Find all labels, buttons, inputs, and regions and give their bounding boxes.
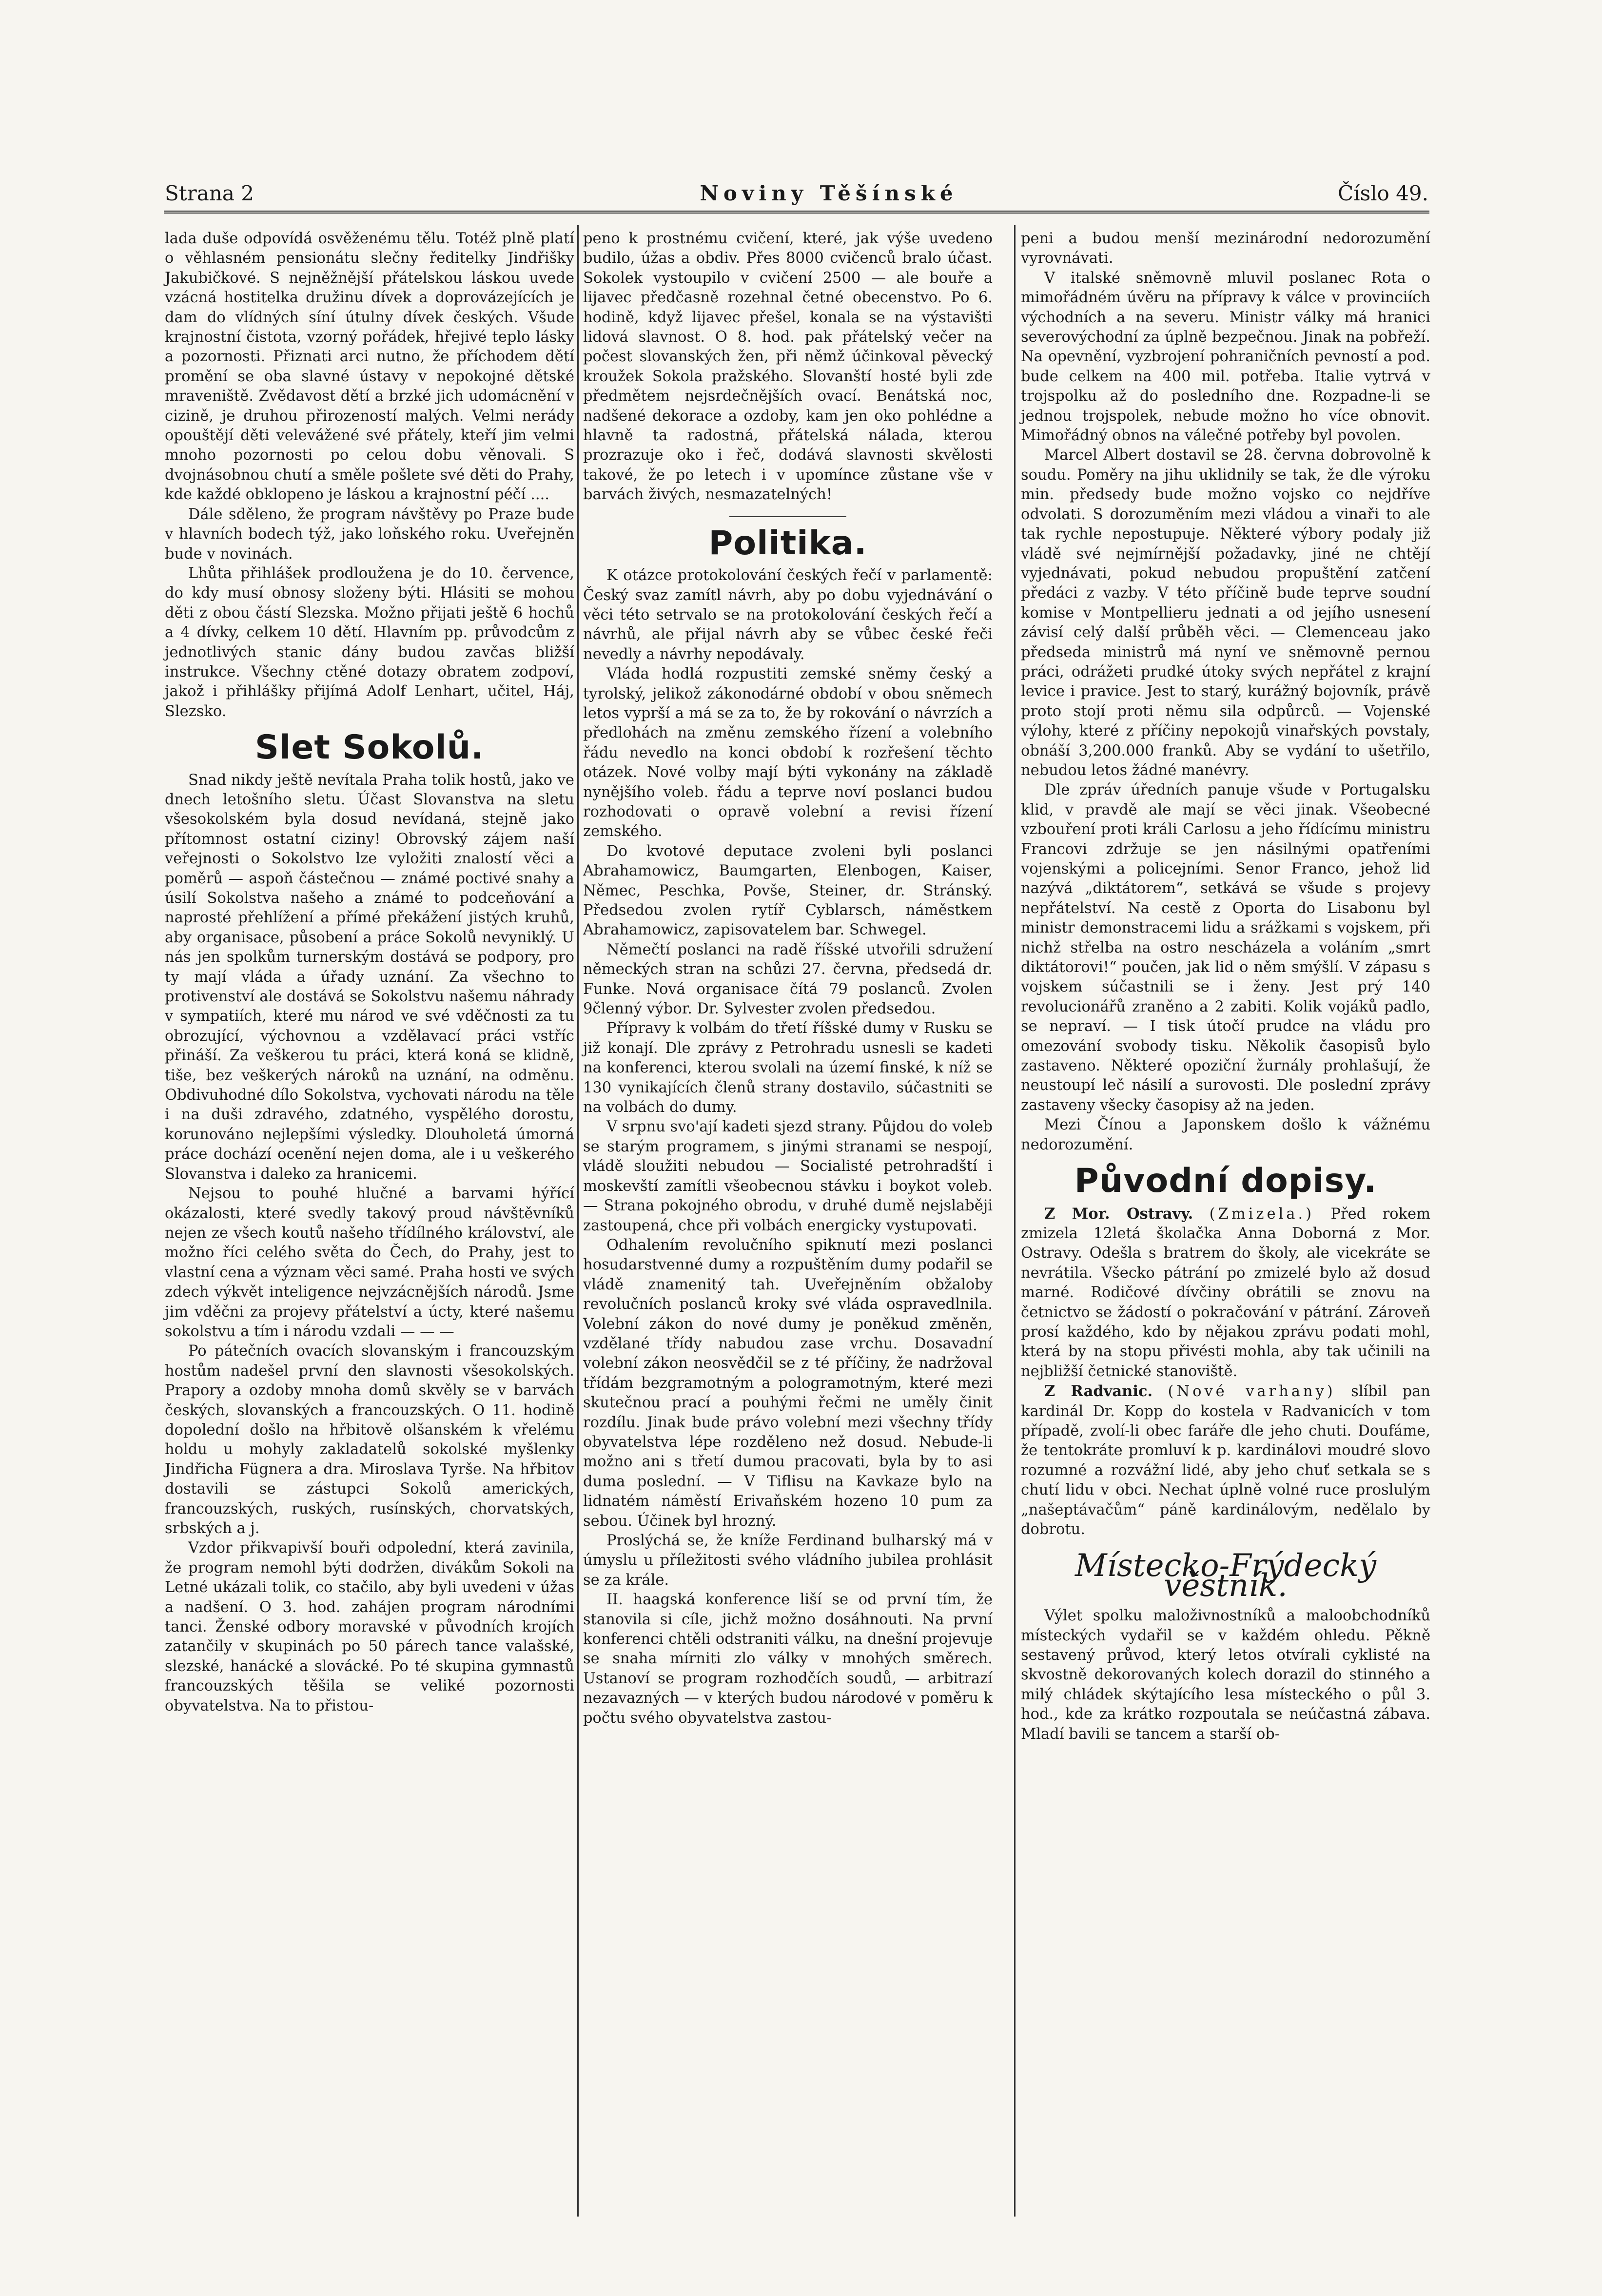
paragraph: [1021, 1204, 1430, 1382]
paragraph: Snad nikdy ještě nevítala Praha tolik hostů, jako ve dnech letošního sletu. Účast Slovanstva na sletu všesokolském byla dosud nevídaná, stejně jako přítomnost ostatní ciziny! Obrovský zájem naší veřejnosti o Sokolstvo lze vyložiti znalostí věci a poměrů — aspoň částečnou — známé poctivé snahy a úsilí Sokolstva našeho a známé to podceňování a naprosté přehlížení a přímé překážení jistých kruhů, aby organisace, působení a práce Sokolů nevyniklý. U nás jen spolkům turnerským dostává se podpory, pro ty mají vláda a úřady uznání. Za všechno to protivenství ale dostává se Sokolstvu našemu náhrady v sympatiích, které mu národ ve své vděčnosti za tu obrozující, výchovnou a vzdělavací práci vstříc přináší. Za veškerou tu práci, která koná se klidně, tiše, bez veškerých nároků na uznání, na odměnu. Obdivuhodné dílo Sokolstva, vychovati národu na těle i na duši zdravého, zdatného, vyspělého dorostu, korunováno nejlepšími výsledky. Dlouholetá úmorná práce dochází ocenění nejen doma, ale i u veškerého Slovanstva i daleko za hranicemi.: [165, 771, 574, 1183]
paragraph: lada duše odpovídá osvěženému tělu. Totéž plně platí o věhlasném pensionátu slečny ředitelky Jindřišky Jakubičkové. S nejněžnější přátelskou láskou uvede vzácná hostitelka družinu dívek a doprovázejících je dam do vlídných síní útulny dívek českých. Všude krajnostní čistota, vzorný pořádek, hřejivé teplo lásky a pozornosti. Přiznati arci nutno, že příchodem dětí promění se oba slavné ústavy v nepokojné dětské mraveniště. Zvědavost dětí a brzké jich udomácnění v cizině, je druhou přirozeností malých. Velmi nerády opouštějí děti velevážené své přátely, kteří jim velmi mnoho pozornosti po celou dobu věnovali. S dvojnásobnou chutí a směle pošlete své děti do Prahy, kde každé obklopeno je láskou a krajnostní péčí ....: [165, 230, 574, 504]
paragraph: [1021, 1381, 1430, 1539]
column-divider: [1014, 225, 1016, 2217]
paragraph: V italské sněmovně mluvil poslanec Rota o mimořádném úvěru na přípravy k válce v provinciích východních a na severu. Ministr války má hranici severovýchodní za úplně bezpečnou. Jinak na pobřeží. Na opevnění, vyzbrojení pohraničních pevností a pod. bude celkem na 400 mil. potřeba. Italie vytrvá v trojspolku až do posledního dne. Rozpadne-li se jednou trojspolek, nebude možno ho více obnovit. Mimořádný obnos na válečné potřeby byl povolen.: [1021, 269, 1430, 445]
paragraph: Vzdor přikvapivší bouři odpolední, která zavinila, že program nemohl býti dodržen, divákům Sokoli na Letné ukázali tolik, co stačilo, aby byli uvedeni v úžas a nadšení. O 3. hod. zahájen program národními tanci. Ženské odbory moravské v původních krojích zatančily v skupinách po 50 párech tance valašské, slezské, hanácké a slovácké. Po té skupina gymnastů francouzských těšila se veliké pozornosti obyvatelstva. Na to přistou-: [165, 1539, 574, 1714]
paragraph-text: slíbil pan kardinál Dr. Kopp do kostela v Radvanicích v tom případě, zvolí-li obec faráře dle jeho chuti. Doufáme, že tentokráte promluví k p. kardinálovi moudré slovo rozumné a rozvážní lidé, aby jeho chuť setkala se s chutí lidu v obci. Nechat úplně volné ruce proslulým „našeptávačům“ páně kardinálovým, nedělalo by dobrotu.: [1021, 1383, 1430, 1538]
paragraph: K otázce protokolování českých řečí v parlamentě: Český svaz zamítl návrh, aby po dobu vyjednávání o věci této setrvalo se na protokolování českých řečí a návrhů, ale přijal návrh aby se vůbec české řeči nevedly a návrhy nepodávaly.: [583, 567, 993, 663]
paragraph: peni a budou menší mezinárodní nedorozumění vyrovnávati.: [1021, 230, 1430, 267]
paragraph: Proslýchá se, že kníže Ferdinand bulharský má v úmyslu u příležitosti svého vládního jubilea prohlásit se za krále.: [583, 1532, 993, 1589]
article-separator: [729, 516, 846, 517]
paragraph-text: Před rokem zmizela 12letá školačka Anna Doborná z Mor. Ostravy. Odešla s bratrem do školy, ale vicekráte se nevrátila. Všecko pátrání po zmizelé bylo až dosud marné. Rodičové dívčiny obrátili se znovu na četnictvo se žádostí o pokračování v pátrání. Zároveň prosí každého, kdo by nějakou zprávu podati mohl, která by na stopu přivésti mohla, aby tak učinili na nejbližší četnické stanoviště.: [1021, 1205, 1430, 1380]
subtitle: (Zmizela.): [1209, 1205, 1315, 1223]
column-left: [165, 229, 574, 1716]
paragraph: Odhalením revolučního spiknutí mezi poslanci hosudarstvenné dumy a rozpuštěním dumy podařil se vládě znamenitý tah. Uveřejněním obžaloby revolučních poslanců kroky své vláda ospravedlnila. Volební zákon do nové dumy je poněkud změněn, vzdělané třídy nabudou zase vrchu. Dosavadní volební zákon neosvědčil se z té příčiny, že nadržoval třídám bezgramotným a pologramotným, které mezi skutečnou prací a pouhými řečmi ne uměly činit rozdílu. Jinak bude právo volební mezi všechny třídy obyvatelstva lépe rozděleno než dosud. Nebude-li možno ani s třetí dumou pracovati, byla by to asi duma poslední. — V Tiflisu na Kavkaze bylo na lidnatém náměstí Erivaňském hozeno 10 pum za sebou. Účinek byl hrozný.: [583, 1236, 993, 1530]
dateline: Z Mor. Ostravy.: [1044, 1205, 1193, 1223]
column-divider: [577, 225, 579, 2217]
section-heading-slet-sokolu: Slet Sokolů.: [255, 728, 484, 767]
column-right: [1021, 229, 1430, 1744]
paragraph: Němečtí poslanci na radě říšské utvořili sdružení německých stran na schůzi 27. června, předsedá dr. Funke. Nová organisace čítá 79 poslanců. Zvolen 9členný výbor. Dr. Sylvester zvolen předsedou.: [583, 941, 993, 1018]
page-number: Strana 2: [165, 181, 254, 205]
paragraph: Po pátečních ovacích slovanským i francouzským hostům nadešel první den slavnosti všesokolských. Prapory a ozdoby mnoha domů skvěly se v barvách českých, slovanských a francouzských. O 11. hodině dopolední došlo na hřbitově olšanském k vřelému holdu u mohyly zakladatelů sokolské myšlenky Jindřicha Fügnera a dra. Miroslava Tyrše. Na hřbitov dostavili se zástupci Sokolů amerických, francouzských, ruských, rusínských, chorvatských, srbských a j.: [165, 1343, 574, 1537]
paragraph: Nejsou to pouhé hlučné a barvami hýřící okázalosti, které svedly takový proud návštěvníků nejen ze všech koutů našeho třídílného království, ale možno říci celého světa do Čech, do Prahy, jest to vlastní cena a význam věci samé. Praha hosti ve svých zdech výkvět inteligence nejvzácnějších národů. Jsme jim vděčni za projevy přátelství a úcty, které našemu sokolstvu a tím i národu vzdali — — —: [165, 1185, 574, 1340]
newspaper-title: Noviny Těšínské: [700, 181, 958, 205]
paragraph: Dle zpráv úředních panuje všude v Portugalsku klid, v pravdě ale mají se věci jinak. Všeobecné vzbouření proti králi Carlosu a jeho řídícímu ministru Francovi zdržuje se jen násilnými opatřeními vojenskými a policejními. Senor Franco, jehož lid nazývá „diktátorem“, setkává se všude s projevy nepřátelství. Na cestě z Oporta do Lisabonu byl ministr demonstracemi lidu a srážkami s vojskem, při nichž střelba na ostro nescházela a voláním „smrt diktátorovi!“ poučen, jak lid o něm smýšlí. V zápasu s vojskem súčastnili se i ženy. Jest prý 140 revolucionářů zraněno a 2 zabiti. Kolik vojáků padlo, se nepraví. — I tisk útočí prudce na vládu pro omezování svobody tisku. Několik časopisů bylo zastaveno. Některé opoziční žurnály prohlašují, že neustoupí leč násilí a surovosti. Dle poslední zprávy zastaveny všecky časopisy až na jeden.: [1021, 781, 1430, 1114]
paragraph: peno k prostnému cvičení, které, jak výše uvedeno budilo, úžas a obdiv. Přes 8000 cvičenců bralo účast. Sokolek vystoupilo v cvičení 2500 — ale bouře a lijavec předčasně rozehnal četné obecenstvo. Po 6. hodině, když lijavec přešel, konala se na výstavišti lidová slavnost. O 8. hod. pak přátelský večer na počest slovanských žen, při němž účinkoval pěvecký kroužek Sokola pražského. Slovanští hosté byli zde předmětem nejsrdečnějších ovací. Benátská noc, nadšené dekorace a ozdoby, kam jen oko pohlédne a hlavně ta radostná, přátelská nálada, kterou prozrazuje oko i řeč, dodává slavnosti skvělosti takové, že po letech i v upomínce zůstane vše v barvách živých, nesmazatelných!: [583, 230, 993, 504]
paragraph: II. haagská konference liší se od první tím, že stanovila si cíle, jichž možno dosáhnouti. Na první konferenci chtěli odstraniti válku, na dnešní projevuje se snaha mírniti zlo války v mnohých směrech. Ustanoví se program rozhodčích soudů, — arbitrazí nezavazných — v kterých budou národové v poměru k počtu svého obyvatelstva zastou-: [583, 1591, 993, 1727]
column-middle: [583, 229, 993, 1728]
paragraph: Přípravy k volbám do třetí říšské dumy v Rusku se již konají. Dle zprávy z Petrohradu usnesli se kadeti na konferenci, kterou svolali na území finské, k níž se 130 vynikajících členů strany dostavilo, súčastniti se na volbách do dumy.: [583, 1020, 993, 1116]
section-heading-politika: Politika.: [708, 524, 867, 563]
paragraph: Lhůta přihlášek prodloužena je do 10. července, do kdy musí obnosy složeny býti. Hlásiti se mohou děti z obou částí Slezska. Možno přijati ještě 6 hochů a 4 dívky, celkem 10 dětí. Hlavním pp. průvodcům z jednotlivých stanic dány budou zavčas bližší instrukce. Všechny ctěné dotazy obratem zodpoví, jakož i přihlášky přijímá Adolf Lenhart, učitel, Háj, Slezsko.: [165, 564, 574, 720]
paragraph: V srpnu svo'ají kadeti sjezd strany. Půjdou do voleb se starým programem, s jinými stranami se nespojí, vládě sloužiti nebudou — Socialisté petrohradští i moskevští zamítli všeobecnou stávku i boykot voleb. — Strana pokojného obrodu, v druhé dumě nejslaběji zastoupená, chce při volbách energicky vystupovati.: [583, 1118, 993, 1234]
paragraph: Mezi Čínou a Japonskem došlo k vážnému nedorozumění.: [1021, 1116, 1430, 1153]
header-rule: [164, 211, 1429, 214]
paragraph: Marcel Albert dostavil se 28. června dobrovolně k soudu. Poměry na jihu uklidnily se tak, že dle výroku min. předsedy bude možno vojsko co nejdříve odvolati. S dorozuměním mezi vládou a vinaři to ale tak rychle nepostupuje. Některé výbory podaly již vládě své nejmírnější požadavky, jiné ne chtějí vyjednávati, pokud nebudou propuštění zatčení předáci z vazby. V této příčině bude teprve soudní komise v Montpellieru jednati a od jejího usnesení závisí celý další průběh věci. — Clemenceau jako předseda ministrů má nyní ve sněmovně pernou práci, odrážeti prudké útoky svých nepřátel z krajní levice i pravice. Jest to starý, kurážný bojovník, právě proto stojí proti němu sila odpůrců. — Vojenské výlohy, které z příčiny nepokojů vinařských povstaly, obnáší 3,200.000 franků. Aby se vydání to ušetřilo, nebudou letos žádné manévry.: [1021, 447, 1430, 779]
section-heading-mistecko-frydecky-vestnik: Místecko-Frýdecký věstník.: [1075, 1548, 1376, 1604]
paragraph: Dále sděleno, že program návštěvy po Praze bude v hlavních bodech týž, jako loňského roku. Uveřejněn bude v novinách.: [165, 506, 574, 563]
subtitle: (Nové varhany): [1168, 1383, 1336, 1401]
section-heading-puvodni-dopisy: Původní dopisy.: [1074, 1162, 1377, 1201]
paragraph: Do kvotové deputace zvoleni byli poslanci Abrahamowicz, Baumgarten, Elenbogen, Kaiser, Němec, Peschka, Povše, Steiner, dr. Stránský. Předsedou zvolen rytíř Cyblarsch, náměstkem Abrahamowicz, zapisovatelem bar. Schwegel.: [583, 842, 993, 939]
paragraph: Výlet spolku maloživnostníků a maloobchodníků místeckých vydařil se v každém ohledu. Pěkně sestavený průvod, který letos otvírali cyklisté na skvostně dekorovaných kolech dorazil do stinného a milý chládek skýtajícího lesa místeckého o půl 3. hod., kde za krátko rozpoutala se neúčastná zábava. Mladí bavili se tancem a starší ob-: [1021, 1607, 1430, 1743]
dateline: Z Radvanic.: [1044, 1382, 1153, 1401]
paragraph: Vláda hodlá rozpustiti zemské sněmy český a tyrolský, jelikož zákonodárné období v obou sněmech letos vyprší a má se za to, že by rokování o návrzích a předlohách na změnu zemského řízení a volebního řádu nevedlo na konci období k rozřešení těchto otázek. Nové volby mají býti vykonány na základě nynějšího voleb. řádu a teprve noví poslanci budou rozhodovati o opravě volební a revisi řízení zemského.: [583, 665, 993, 840]
issue-number: Číslo 49.: [1338, 181, 1428, 205]
